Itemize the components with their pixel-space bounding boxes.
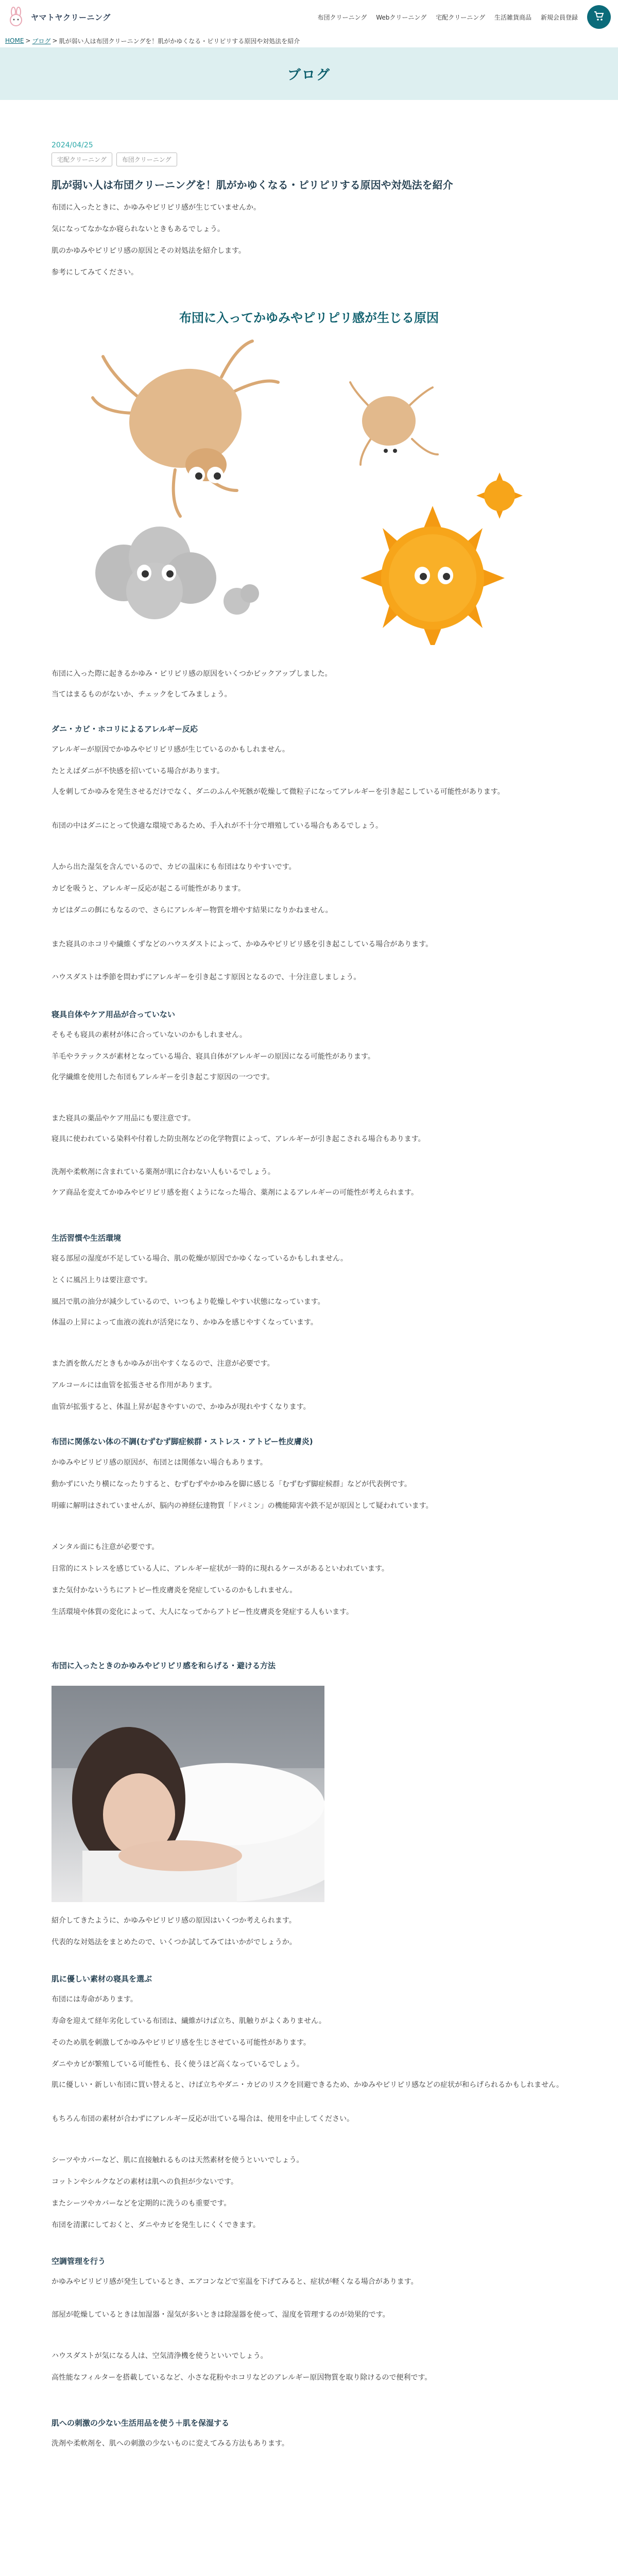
paragraph: カビを吸うと、アレルギー反応が起こる可能性があります。 (52, 885, 245, 893)
paragraph: メンタル面にも注意が必要です。 (52, 1543, 159, 1551)
paragraph: アレルギーが原因でかゆみやピリピリ感が生じているのかもしれません。 (52, 745, 289, 754)
paragraph: 人から出た湿気を含んでいるので、カビの温床にも布団はなりやすいです。 (52, 863, 296, 871)
nav-futon-cleaning[interactable]: 布団クリーニング (317, 13, 367, 21)
paragraph: そのため肌を刺激してかゆみやピリピリ感を生じさせている可能性があります。 (52, 2039, 311, 2047)
breadcrumb-separator: > (52, 37, 58, 44)
paragraph: かゆみやピリピリ感の原因が、布団とは関係ない場合もあります。 (52, 1459, 267, 1467)
nav-delivery-cleaning[interactable]: 宅配クリーニング (436, 13, 485, 21)
paragraph: シーツやカバーなど、肌に直接触れるものは天然素材を使うといいでしょう。 (52, 2156, 304, 2164)
section-heading-causes: 布団に入ってかゆみやピリピリ感が生じる原因 (179, 311, 439, 325)
mite-germ-illustration (82, 336, 536, 645)
paragraph: 布団には寿命があります。 (52, 1995, 138, 2004)
subheading-remedies: 布団に入ったときのかゆみやピリピリ感を和らげる・避ける方法 (52, 1661, 276, 1670)
intro-paragraph: 布団に入ったときに、かゆみやピリピリ感が生じていませんか。 (52, 204, 261, 212)
paragraph: また酒を飲んだときもかゆみが出やすくなるので、注意が必要です。 (52, 1360, 274, 1368)
paragraph: 風呂で肌の油分が減少しているので、いつもより乾燥しやすい状態になっています。 (52, 1298, 325, 1306)
breadcrumb-separator: > (25, 37, 31, 44)
paragraph: 明確に解明はされていませんが、脳内の神経伝達物質「ドパミン」の機能障害や鉄不足が原因として疑われています。 (52, 1502, 433, 1510)
paragraph: 人を刺してかゆみを発生させるだけでなく、ダニのふんや死骸が乾燥して微粒子になってアレルギーを引き起こしている可能性があります。 (52, 788, 505, 796)
paragraph: 部屋が乾燥しているときは加湿器・湿気が多いときは除湿器を使って、湿度を管理するのが効果的です。 (52, 2311, 390, 2319)
paragraph: 日常的にストレスを感じている人に、アレルギー症状が一時的に現れるケースがあるといわれています。 (52, 1565, 389, 1573)
paragraph: 洗剤や柔軟剤に含まれている薬剤が肌に合わない人もいるでしょう。 (52, 1168, 275, 1176)
paragraph: 紹介してきたように、かゆみやピリピリ感の原因はいくつか考えられます。 (52, 1917, 296, 1925)
dust-cloud-icon (95, 527, 259, 619)
subheading-low-irritant: 肌への刺激の少ない生活用品を使う＋肌を保湿する (52, 2418, 230, 2428)
breadcrumb-blog[interactable]: ブログ (32, 37, 51, 45)
subheading-bedding: 寝具自体やケア用品が合っていない (52, 1010, 176, 1019)
paragraph: アルコールには血管を拡張させる作用があります。 (52, 1381, 217, 1389)
nav-web-cleaning[interactable]: Webクリーニング (376, 13, 427, 21)
breadcrumb-current: 肌が弱い人は布団クリーニングを！肌がかゆくなる・ピリピリする原因や対処法を紹介 (59, 37, 300, 45)
article-title: 肌が弱い人は布団クリーニングを！肌がかゆくなる・ピリピリする原因や対処法を紹介 (52, 179, 453, 191)
rabbit-logo-icon (6, 7, 27, 27)
article (52, 100, 566, 2576)
tag-list (52, 152, 566, 166)
tag-delivery-cleaning[interactable]: 宅配クリーニング (52, 152, 112, 166)
paragraph: また寝具のホコリや繊維くずなどのハウスダストによって、かゆみやピリピリ感を引き起こしている場合があります。 (52, 940, 433, 948)
nav-goods[interactable]: 生活雑貨商品 (494, 13, 531, 21)
paragraph: 布団を清潔にしておくと、ダニやカビを発生しにくくできます。 (52, 2221, 260, 2229)
paragraph: そもそも寝具の素材が体に合っていないのかもしれません。 (52, 1031, 247, 1039)
logo-text: ヤマトヤクリーニング (31, 12, 111, 22)
paragraph: またシーツやカバーなどを定期的に洗うのも重要です。 (52, 2199, 231, 2208)
article-body (52, 202, 566, 2576)
paragraph: 羊毛やラテックスが素材となっている場合、寝具自体がアレルギーの原因になる可能性があります。 (52, 1053, 375, 1061)
paragraph: 寝具に使われている染料や付着した防虫剤などの化学物質によって、アレルギーが引き起こされる場合もあります。 (52, 1135, 425, 1143)
paragraph: 洗剤や柔軟剤を、肌への刺激の少ないものに変えてみる方法もあります。 (52, 2439, 289, 2448)
mite-small-icon (350, 382, 438, 465)
main-nav (318, 5, 611, 29)
breadcrumb (0, 34, 618, 47)
paragraph: 当てはまるものがないか、チェックをしてみましょう。 (52, 690, 232, 699)
paragraph: 血管が拡張すると、体温上昇が起きやすいので、かゆみが現れやすくなります。 (52, 1403, 311, 1411)
subheading-habits: 生活習慣や生活環境 (52, 1233, 122, 1243)
paragraph: とくに風呂上りは要注意です。 (52, 1276, 152, 1284)
paragraph: また寝具の薬品やケア用品にも要注意です。 (52, 1114, 195, 1123)
intro-paragraph: 肌のかゆみやピリピリ感の原因とその対処法を紹介します。 (52, 247, 246, 255)
paragraph: カビはダニの餌にもなるので、さらにアレルギー物質を増やす結果になりかねません。 (52, 906, 333, 914)
paragraph: コットンやシルクなどの素材は肌への負担が少ないです。 (52, 2178, 238, 2186)
subheading-allergy: ダニ・カビ・ホコリによるアレルギー反応 (52, 724, 198, 734)
subheading-air: 空調管理を行う (52, 2257, 106, 2266)
subheading-unrelated: 布団に関係ない体の不調(むずむず脚症候群・ストレス・アトピー性皮膚炎) (52, 1437, 313, 1446)
subheading-material: 肌に優しい素材の寝具を選ぶ (52, 1974, 152, 1984)
post-date: 2024/04/25 (52, 141, 93, 149)
cart-button[interactable] (587, 5, 611, 29)
paragraph: 寿命を迎えて経年劣化している布団は、繊維がけば立ち、肌触りがよくありません。 (52, 2017, 326, 2025)
germ-sun-icon (360, 506, 505, 645)
paragraph: もちろん布団の素材が合わずにアレルギー反応が出ている場合は、使用を中止してください。 (52, 2115, 354, 2123)
paragraph: 布団の中はダニにとって快適な環境であるため、手入れが不十分で増殖している場合もあるでしょう。 (52, 822, 383, 830)
nav-register[interactable]: 新規会員登録 (540, 13, 578, 21)
germ-small-icon (476, 472, 523, 519)
paragraph: 生活環境や体質の変化によって、大人になってからアトピー性皮膚炎を発症する人もいます。 (52, 1608, 354, 1616)
paragraph: 体温の上昇によって血液の流れが活発になり、かゆみを感じやすくなっています。 (52, 1318, 318, 1327)
paragraph: ダニやカビが繁殖している可能性も、長く使うほど高くなっているでしょう。 (52, 2060, 304, 2069)
paragraph: 寝る部屋の湿度が不足している場合、肌の乾燥が原因でかゆくなっているかもしれません。 (52, 1255, 348, 1263)
woman-on-pillow-photo (52, 1686, 324, 1902)
cart-icon (593, 10, 605, 24)
paragraph: 代表的な対処法をまとめたので、いくつか試してみてはいかがでしょうか。 (52, 1938, 297, 1946)
paragraph: 肌に優しい・新しい布団に買い替えると、けば立ちやダニ・カビのリスクを回避できるため、かゆみやピリピリ感などの症状が和らげられるかもしれません。 (52, 2081, 563, 2089)
site-header (0, 0, 618, 34)
mite-large-icon (93, 341, 278, 516)
paragraph: 化学繊維を使用した布団もアレルギーを引き起こす原因の一つです。 (52, 1073, 274, 1081)
intro-paragraph: 気になってなかなか寝られないときもあるでしょう。 (52, 225, 225, 233)
intro-paragraph: 参考にしてみてください。 (52, 268, 138, 277)
paragraph: また気付かないうちにアトピー性皮膚炎を発症しているのかもしれません。 (52, 1586, 297, 1595)
paragraph: ハウスダストは季節を問わずにアレルギーを引き起こす原因となるので、十分注意しましょう。 (52, 973, 361, 981)
paragraph: たとえばダニが不快感を招いている場合があります。 (52, 767, 224, 775)
paragraph: 高性能なフィルターを搭載しているなど、小さな花粉やホコリなどのアレルギー原因物質を取り除けるので便利です。 (52, 2374, 432, 2382)
paragraph: かゆみやピリピリ感が発生しているとき、エアコンなどで室温を下げてみると、症状が軽くなる場合があります。 (52, 2278, 418, 2286)
page-hero (0, 47, 618, 100)
paragraph: ケア商品を変えてかゆみやピリピリ感を抱くようになった場合、薬剤によるアレルギーの可能性が考えられます。 (52, 1189, 418, 1197)
paragraph: ハウスダストが気になる人は、空気清浄機を使うといいでしょう。 (52, 2352, 268, 2360)
breadcrumb-home[interactable]: HOME (5, 37, 24, 44)
tag-futon-cleaning[interactable]: 布団クリーニング (116, 152, 177, 166)
page-title: ブログ (287, 67, 331, 83)
site-logo[interactable] (6, 7, 111, 27)
paragraph: 布団に入った際に起きるかゆみ・ピリピリ感の原因をいくつかピックアップしました。 (52, 670, 332, 678)
paragraph: 動かずにいたり横になったりすると、むずむずやかゆみを脚に感じる「むずむず脚症候群」などが代表例です。 (52, 1480, 411, 1488)
